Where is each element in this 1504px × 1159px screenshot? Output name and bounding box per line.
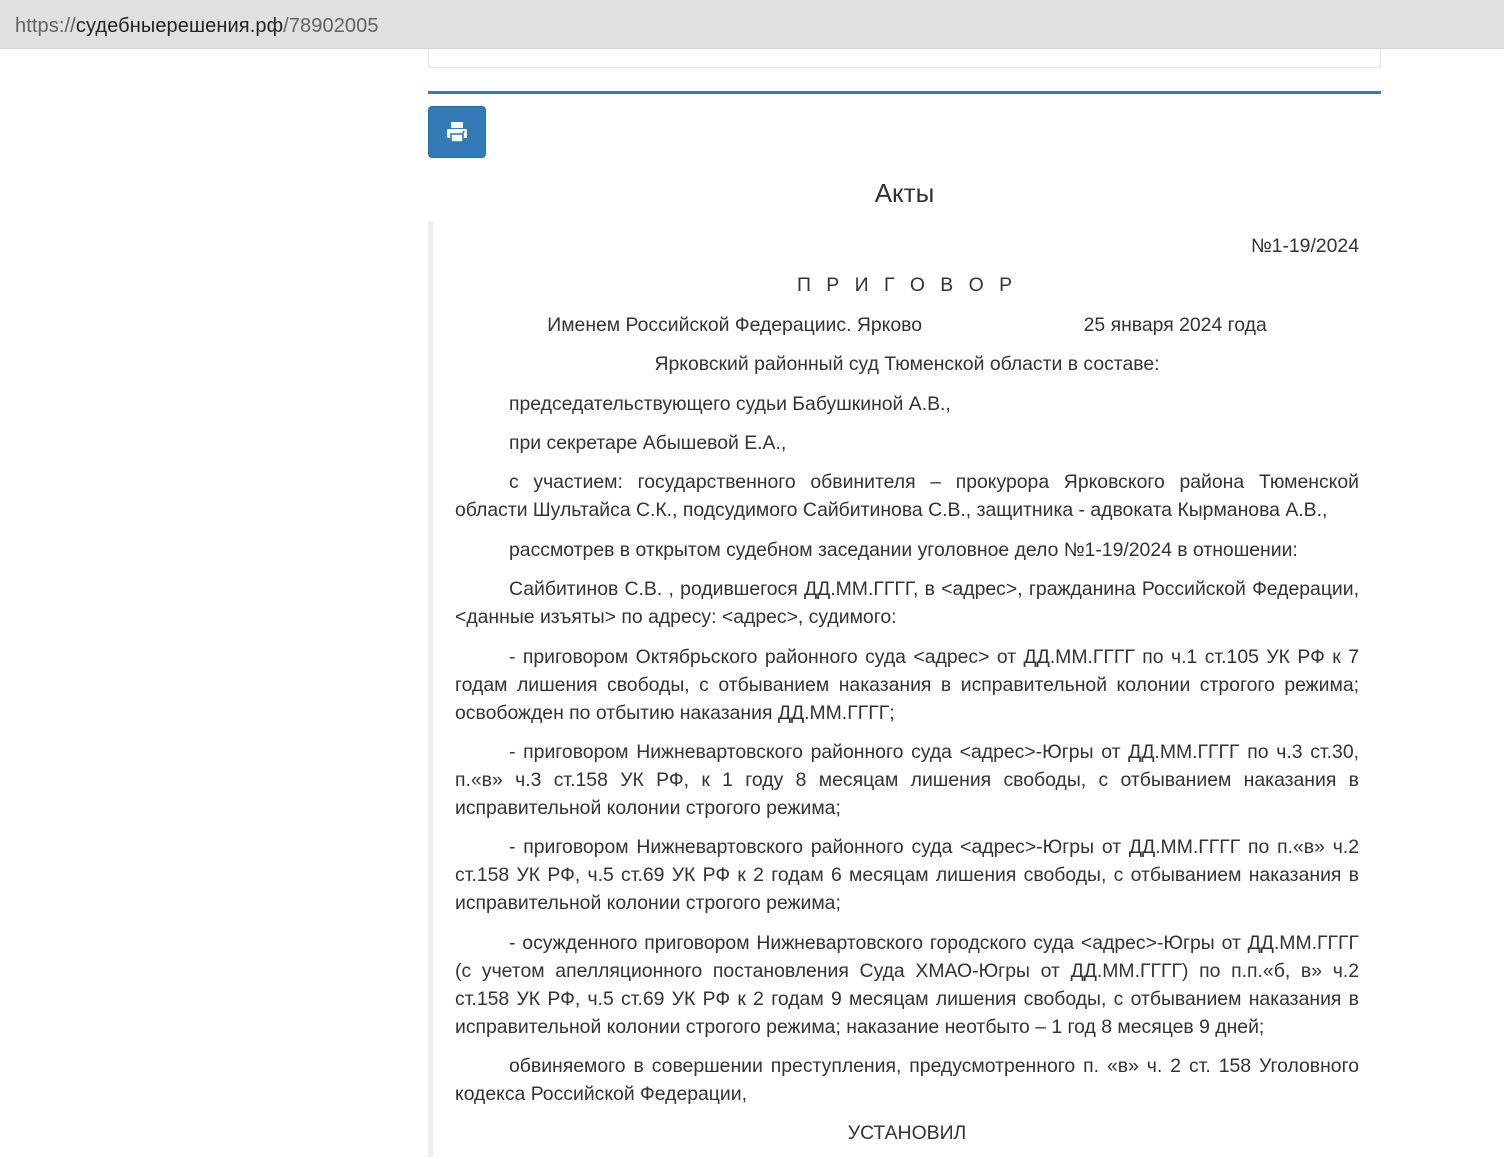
paragraph: рассмотрев в открытом судебном заседании уголовное дело №1-19/2024 в отношении:	[509, 538, 1298, 561]
print-button[interactable]	[428, 106, 486, 158]
section-title: Акты	[874, 178, 935, 208]
case-number: №1-19/2024	[1250, 235, 1359, 257]
paragraph: председательствующего судьи Бабушкиной А.В.,	[509, 392, 951, 415]
verdict-document	[455, 232, 1359, 1159]
paragraph: обвиняемого в совершении преступления, предусмотренного п. «в» ч. 2 ст. 158 Уголовного кодекса Российской Федерации,	[455, 1055, 1359, 1106]
paragraph: Сайбитинов С.В. , родившегося ДД.ММ.ГГГГ, в <адрес>, гражданина Российской Федерации, <данные изъяты> по адресу: <адрес>, судимого:	[455, 578, 1359, 629]
paragraph: с участием: государственного обвинителя – прокурора Ярковского района Тюменской области Шультайса С.К., подсудимого Сайбитинова С.В., защитника - адвоката Кырманова А.В.,	[455, 471, 1359, 522]
paragraph: при секретаре Абышевой Е.А.,	[509, 431, 787, 454]
print-icon	[446, 121, 468, 143]
header-panel-bottom	[428, 49, 1381, 68]
court-composition: Ярковский районный суд Тюменской области в составе:	[654, 353, 1160, 376]
url-path: /78902005	[283, 15, 379, 37]
url-text[interactable]	[15, 13, 379, 39]
browser-address-bar[interactable]	[0, 0, 1504, 49]
document-left-border	[428, 221, 433, 1157]
document-heading: П Р И Г О В О Р	[796, 274, 1018, 297]
url-scheme: https://	[15, 15, 76, 37]
paragraph: - приговором Нижневартовского районного суда <адрес>-Югры от ДД.ММ.ГГГГ по ч.3 ст.30, п.«в» ч.3 ст.158 УК РФ, к 1 году 8 месяцам лишения свободы, с отбыванием наказания в исправительной колонии строгого режима;	[455, 740, 1359, 819]
paragraph: - приговором Октябрьского районного суда <адрес> от ДД.ММ.ГГГГ по ч.1 ст.105 УК РФ к 7 годам лишения свободы, с отбыванием наказания в исправительной колонии строгого режима; освобожден по отбытию наказания ДД.ММ.ГГГГ;	[455, 645, 1359, 724]
paragraph: - приговором Нижневартовского районного суда <адрес>-Югры от ДД.ММ.ГГГГ по п.«в» ч.2 ст.158 УК РФ, ч.5 ст.69 УК РФ к 2 годам 6 месяцам лишения свободы, с отбыванием наказания в исправительной колонии строгого режима;	[455, 836, 1359, 915]
section-divider	[428, 91, 1381, 94]
document-intro: Именем Российской Федерациис. Ярково 25 января 2024 года	[547, 313, 1267, 336]
url-host: судебныерешения.рф	[75, 15, 284, 37]
next-heading: УСТАНОВИЛ	[847, 1122, 967, 1145]
paragraph: - осужденного приговором Нижневартовского городского суда <адрес>-Югры от ДД.ММ.ГГГГ (с учетом апелляционного постановления Суда ХМАО-Югры от ДД.ММ.ГГГГ) по п.п.«б, в» ч.2 ст.158 УК РФ, ч.5 ст.69 УК РФ к 2 годам 9 месяцам лишения свободы, с отбыванием наказания в исправительной колонии строгого режима; наказание неотбыто – 1 год 8 месяцев 9 дней;	[455, 931, 1359, 1038]
